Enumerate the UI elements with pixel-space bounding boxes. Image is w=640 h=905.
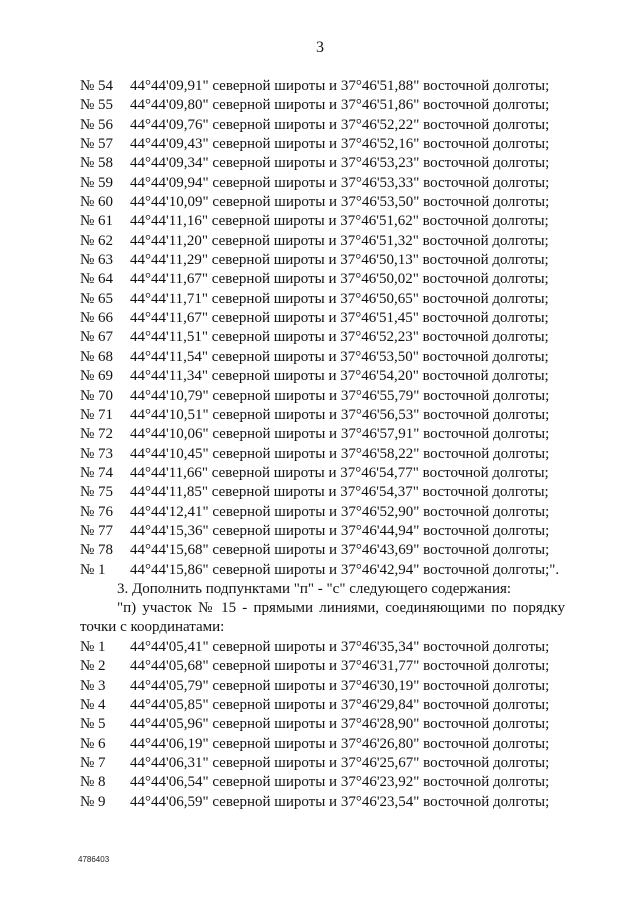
point-number: № 1 xyxy=(80,639,106,655)
point-number: № 75 xyxy=(80,484,114,501)
point-coordinates: 44°44'05,79" северной широты и 37°46'30,19" восточной долготы; xyxy=(130,677,550,694)
coordinate-row xyxy=(80,483,570,502)
coordinate-row xyxy=(80,696,570,715)
point-coordinates: 44°44'11,34" северной широты и 37°46'54,20" восточной долготы; xyxy=(130,368,549,385)
coordinate-row xyxy=(80,251,570,270)
point-number: № 78 xyxy=(80,542,114,559)
point-number: № 62 xyxy=(80,232,114,249)
coordinate-row xyxy=(80,328,570,347)
point-number: № 57 xyxy=(80,136,114,153)
point-number: № 63 xyxy=(80,252,114,269)
point-number: № 73 xyxy=(80,445,114,462)
point-number: № 58 xyxy=(80,155,114,172)
point-coordinates: 44°44'11,85" северной широты и 37°46'54,37" восточной долготы; xyxy=(130,484,549,501)
point-coordinates: 44°44'09,43" северной широты и 37°46'52,16" восточной долготы; xyxy=(130,136,550,153)
coordinate-row xyxy=(80,793,570,812)
point-number: № 67 xyxy=(80,329,114,346)
coordinate-row xyxy=(80,522,570,541)
coordinate-row xyxy=(80,503,570,522)
coordinate-row xyxy=(80,657,570,676)
point-coordinates: 44°44'05,68" северной широты и 37°46'31,77" восточной долготы; xyxy=(130,658,550,675)
coordinate-row xyxy=(80,715,570,734)
coordinate-row xyxy=(80,270,570,289)
point-number: № 4 xyxy=(80,697,106,714)
point-number: № 76 xyxy=(80,503,114,520)
point-coordinates: 44°44'05,85" северной широты и 37°46'29,84" восточной долготы; xyxy=(130,697,550,714)
point-coordinates: 44°44'10,51" северной широты и 37°46'56,53" восточной долготы; xyxy=(130,406,550,423)
coordinate-row xyxy=(80,677,570,696)
point-coordinates: 44°44'11,54" северной широты и 37°46'53,50" восточной долготы; xyxy=(130,348,549,365)
point-coordinates: 44°44'10,45" северной широты и 37°46'58,22" восточной долготы; xyxy=(130,445,550,462)
point-coordinates: 44°44'06,54" северной широты и 37°46'23,92" восточной долготы; xyxy=(130,774,550,791)
page-number: 3 xyxy=(316,39,324,56)
coordinate-row xyxy=(80,445,570,464)
point-coordinates: 44°44'09,91" северной широты и 37°46'51,88" восточной долготы; xyxy=(130,78,550,94)
point-number: № 65 xyxy=(80,290,114,307)
coordinate-row xyxy=(80,348,570,367)
coordinate-row xyxy=(80,387,570,406)
point-coordinates: 44°44'06,19" северной широты и 37°46'26,80" восточной долготы; xyxy=(130,735,550,752)
point-coordinates: 44°44'11,67" северной широты и 37°46'50,02" восточной долготы; xyxy=(130,271,549,288)
point-coordinates: 44°44'11,51" северной широты и 37°46'52,23" восточной долготы; xyxy=(130,329,549,346)
point-coordinates: 44°44'09,34" северной широты и 37°46'53,23" восточной долготы; xyxy=(130,155,550,172)
point-number: № 70 xyxy=(80,387,114,404)
coordinate-row xyxy=(80,561,570,580)
point-coordinates: 44°44'11,71" северной широты и 37°46'50,65" восточной долготы; xyxy=(130,290,549,307)
coordinate-list-b xyxy=(80,638,570,812)
point-number: № 7 xyxy=(80,755,106,772)
point-number: № 60 xyxy=(80,194,114,211)
point-coordinates: 44°44'10,09" северной широты и 37°46'53,50" восточной долготы; xyxy=(130,194,550,211)
point-number: № 68 xyxy=(80,348,114,365)
point-coordinates: 44°44'11,67" северной широты и 37°46'51,45" восточной долготы; xyxy=(130,310,549,327)
coordinate-row xyxy=(80,77,570,96)
point-number: № 77 xyxy=(80,522,114,539)
point-coordinates: 44°44'15,68" северной широты и 37°46'43,69" восточной долготы; xyxy=(130,542,550,559)
point-number: № 56 xyxy=(80,116,114,133)
point-number: № 55 xyxy=(80,97,114,114)
point-number: № 66 xyxy=(80,310,114,327)
coordinate-list-a xyxy=(80,77,570,580)
point-number: № 71 xyxy=(80,406,114,423)
coordinate-row xyxy=(80,154,570,173)
point-number: № 74 xyxy=(80,464,114,481)
point-coordinates: 44°44'05,96" северной широты и 37°46'28,90" восточной долготы; xyxy=(130,716,550,733)
point-number: № 6 xyxy=(80,735,106,752)
point-coordinates: 44°44'09,76" северной широты и 37°46'52,22" восточной долготы; xyxy=(130,116,550,133)
point-number: № 54 xyxy=(80,78,114,94)
coordinate-row xyxy=(80,116,570,135)
point-coordinates: 44°44'15,86" северной широты и 37°46'42,94" восточной долготы;". xyxy=(130,561,560,578)
point-coordinates: 44°44'11,66" северной широты и 37°46'54,77" восточной долготы; xyxy=(130,464,549,481)
coordinate-row xyxy=(80,773,570,792)
coordinate-row xyxy=(80,406,570,425)
coordinate-row xyxy=(80,464,570,483)
coordinate-row xyxy=(80,309,570,328)
coordinate-row xyxy=(80,135,570,154)
coordinate-row xyxy=(80,290,570,309)
point-coordinates: 44°44'11,29" северной широты и 37°46'50,13" восточной долготы; xyxy=(130,252,549,269)
coordinate-row xyxy=(80,754,570,773)
point-coordinates: 44°44'11,16" северной широты и 37°46'51,62" восточной долготы; xyxy=(130,213,549,230)
coordinate-row xyxy=(80,232,570,251)
coordinate-row xyxy=(80,193,570,212)
point-number: № 64 xyxy=(80,271,114,288)
point-number: № 69 xyxy=(80,368,114,385)
point-number: № 59 xyxy=(80,174,114,191)
coordinate-row xyxy=(80,541,570,560)
point-number: № 2 xyxy=(80,658,106,675)
paragraph-amendment: 3. Дополнить подпунктами "п" - "с" следующего содержания: xyxy=(117,581,512,597)
point-coordinates: 44°44'09,94" северной широты и 37°46'53,33" восточной долготы; xyxy=(130,174,550,191)
paragraph-section-p: "п) участок № 15 - прямыми линиями, соединяющими по порядку точки с координатами: xyxy=(80,600,565,636)
coordinate-row xyxy=(80,174,570,193)
point-number: № 61 xyxy=(80,213,114,230)
coordinate-row xyxy=(80,735,570,754)
coordinate-row xyxy=(80,425,570,444)
point-coordinates: 44°44'11,20" северной широты и 37°46'51,32" восточной долготы; xyxy=(130,232,549,249)
point-number: № 3 xyxy=(80,677,106,694)
point-coordinates: 44°44'10,79" северной широты и 37°46'55,79" восточной долготы; xyxy=(130,387,550,404)
point-number: № 9 xyxy=(80,793,106,810)
point-number: № 1 xyxy=(80,561,106,578)
point-coordinates: 44°44'12,41" северной широты и 37°46'52,90" восточной долготы; xyxy=(130,503,550,520)
point-coordinates: 44°44'05,41" северной широты и 37°46'35,34" восточной долготы; xyxy=(130,639,550,655)
point-coordinates: 44°44'09,80" северной широты и 37°46'51,86" восточной долготы; xyxy=(130,97,550,114)
coordinate-row xyxy=(80,212,570,231)
point-number: № 8 xyxy=(80,774,106,791)
coordinate-row xyxy=(80,96,570,115)
point-coordinates: 44°44'15,36" северной широты и 37°46'44,94" восточной долготы; xyxy=(130,522,550,539)
document-id: 4786403 xyxy=(78,855,110,864)
point-number: № 5 xyxy=(80,716,106,733)
coordinate-row xyxy=(80,367,570,386)
point-coordinates: 44°44'10,06" северной широты и 37°46'57,91" восточной долготы; xyxy=(130,426,550,443)
point-coordinates: 44°44'06,59" северной широты и 37°46'23,54" восточной долготы; xyxy=(130,793,550,810)
coordinate-row xyxy=(80,638,570,657)
point-coordinates: 44°44'06,31" северной широты и 37°46'25,67" восточной долготы; xyxy=(130,755,550,772)
point-number: № 72 xyxy=(80,426,114,443)
